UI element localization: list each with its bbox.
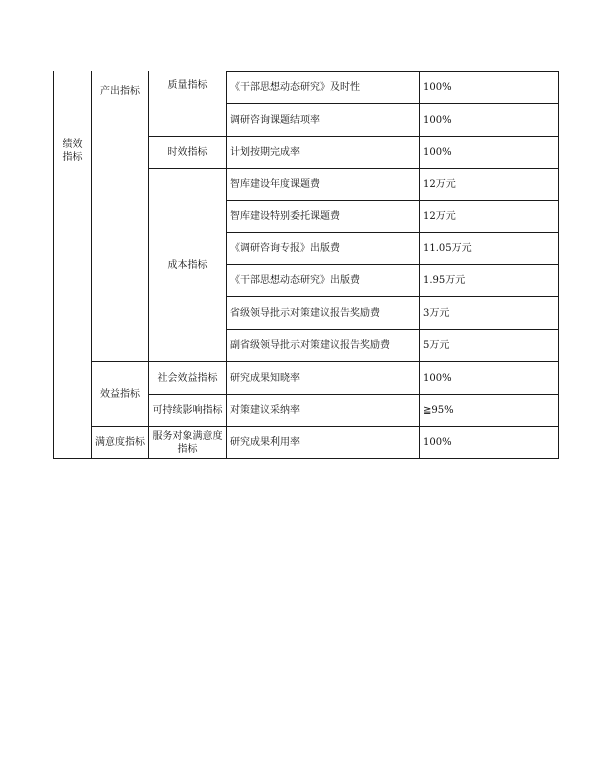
value-cell: 5万元 [423,340,450,351]
indicator-cell: 对策建议采纳率 [230,405,300,416]
value-cell: 1.95万元 [423,275,466,286]
indicator-cell: 调研咨询课题结项率 [230,114,320,126]
level2-output-indicator: 产出指标 [100,86,140,97]
indicator-cell: 省级领导批示对策建议报告奖励费 [230,307,380,319]
indicator-cell: 副省级领导批示对策建议报告奖励费 [230,340,390,351]
indicator-cell: 智库建设特别委托课题费 [230,211,340,222]
value-cell: ≧95% [423,405,454,416]
value-cell: 12万元 [423,179,456,190]
indicator-cell: 计划按期完成率 [230,147,300,158]
level2-satisfaction-indicator: 满意度指标 [95,437,145,448]
indicator-cell: 《干部思想动态研究》及时性 [230,82,360,93]
indicator-cell: 研究成果利用率 [230,437,300,448]
grid-line [53,458,559,459]
level3-social-benefit-indicator: 社会效益指标 [157,372,218,384]
value-cell: 100% [423,372,452,384]
level2-benefit-indicator: 效益指标 [100,388,140,400]
level1-performance-indicator: 绩效指标 [62,139,83,163]
level3-quality-indicator: 质量指标 [167,80,208,91]
value-cell: 100% [423,82,452,93]
value-cell: 3万元 [423,307,450,319]
value-cell: 100% [423,114,452,126]
indicator-cell: 研究成果知晓率 [230,372,300,384]
value-cell: 11.05万元 [423,243,472,254]
value-cell: 100% [423,437,452,448]
grid-line [558,71,559,459]
level3-service-satisfaction-indicator: 服务对象满意度指标 [152,430,223,455]
indicator-cell: 《调研咨询专报》出版费 [230,243,340,254]
value-cell: 12万元 [423,211,456,222]
value-cell: 100% [423,147,452,158]
level3-timeliness-indicator: 时效指标 [167,147,208,158]
performance-indicator-table [53,71,559,459]
indicator-cell: 智库建设年度课题费 [230,179,320,190]
level3-sustainable-impact-indicator: 可持续影响指标 [152,405,223,416]
grid-line [53,71,54,459]
level3-cost-indicator: 成本指标 [167,259,208,271]
indicator-cell: 《干部思想动态研究》出版费 [230,275,360,286]
